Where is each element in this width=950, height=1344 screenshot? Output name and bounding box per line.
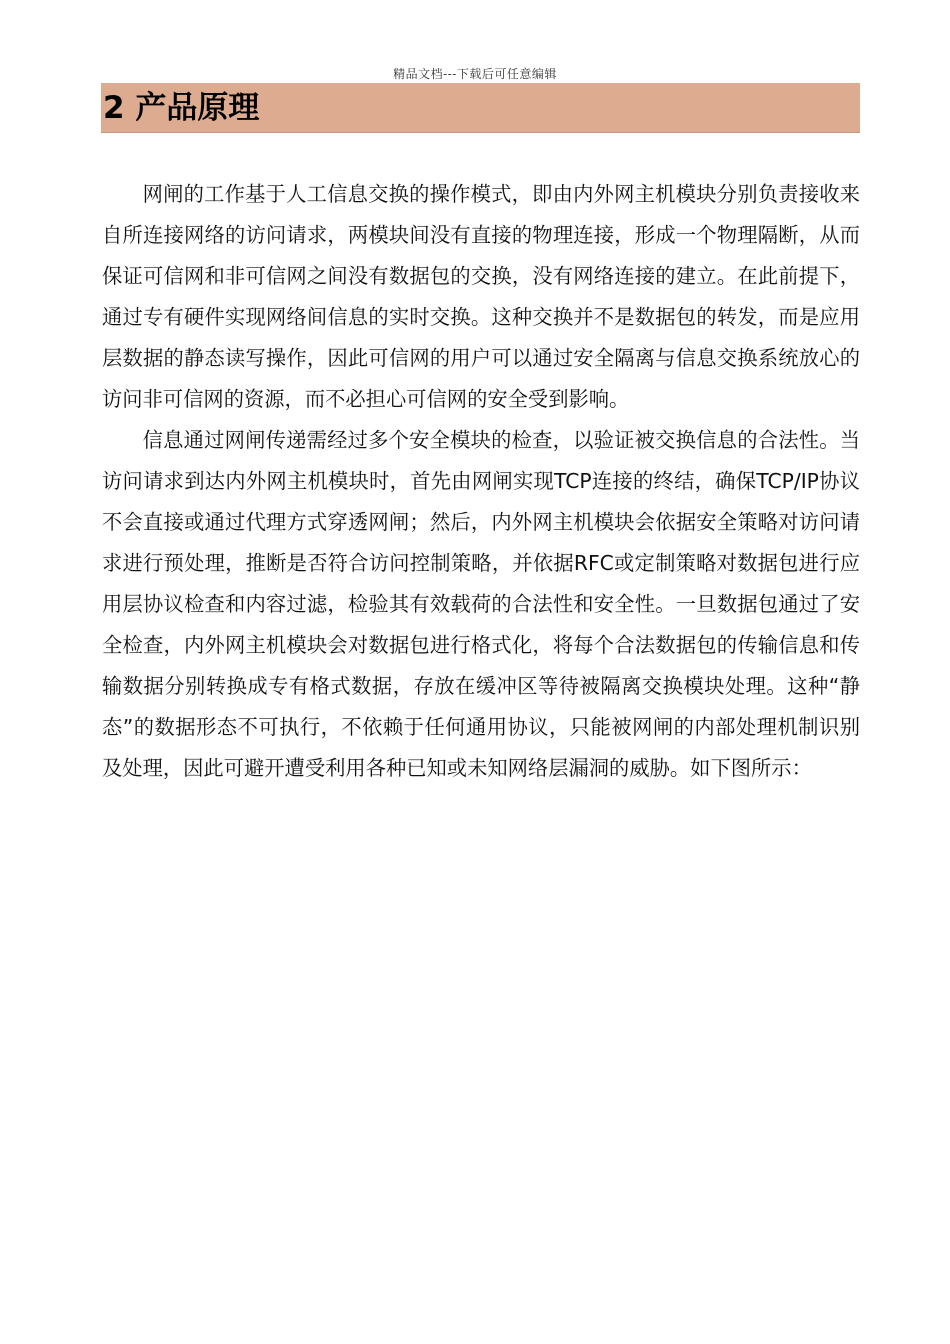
paragraph-2: 信息通过网闸传递需经过多个安全模块的检查，以验证被交换信息的合法性。当访问请求到达内外网主机模块时，首先由网闸实现TCP连接的终结，确保TCP/IP协议不会直接或通过代理方式穿透网闸；然后，内外网主机模块会依据安全策略对访问请求进行预处理，推断是否符合访问控制策略，并依据RFC或定制策略对数据包进行应用层协议检查和内容过滤，检验其有效载荷的合法性和安全性。一旦数据包通过了安全检查，内外网主机模块会对数据包进行格式化，将每个合法数据包的传输信息和传输数据分别转换成专有格式数据，存放在缓冲区等待被隔离交换模块处理。这种“静态”的数据形态不可执行，不依赖于任何通用协议，只能被网闸的内部处理机制识别及处理，因此可避开遭受利用各种已知或未知网络层漏洞的威胁。如下图所示： (102, 428, 860, 780)
section-heading: 2 产品原理 (103, 90, 260, 126)
section-heading-bar (101, 83, 860, 133)
paragraph-1: 网闸的工作基于人工信息交换的操作模式，即由内外网主机模块分别负责接收来自所连接网络的访问请求，两模块间没有直接的物理连接，形成一个物理隔断，从而保证可信网和非可信网之间没有数据包的交换，没有网络连接的建立。在此前提下，通过专有硬件实现网络间信息的实时交换。这种交换并不是数据包的转发，而是应用层数据的静态读写操作，因此可信网的用户可以通过安全隔离与信息交换系统放心的访问非可信网的资源，而不必担心可信网的安全受到影响。 (102, 182, 860, 411)
body-text (102, 174, 860, 789)
page-header-watermark: 精品文档---下载后可任意编辑 (393, 67, 557, 81)
